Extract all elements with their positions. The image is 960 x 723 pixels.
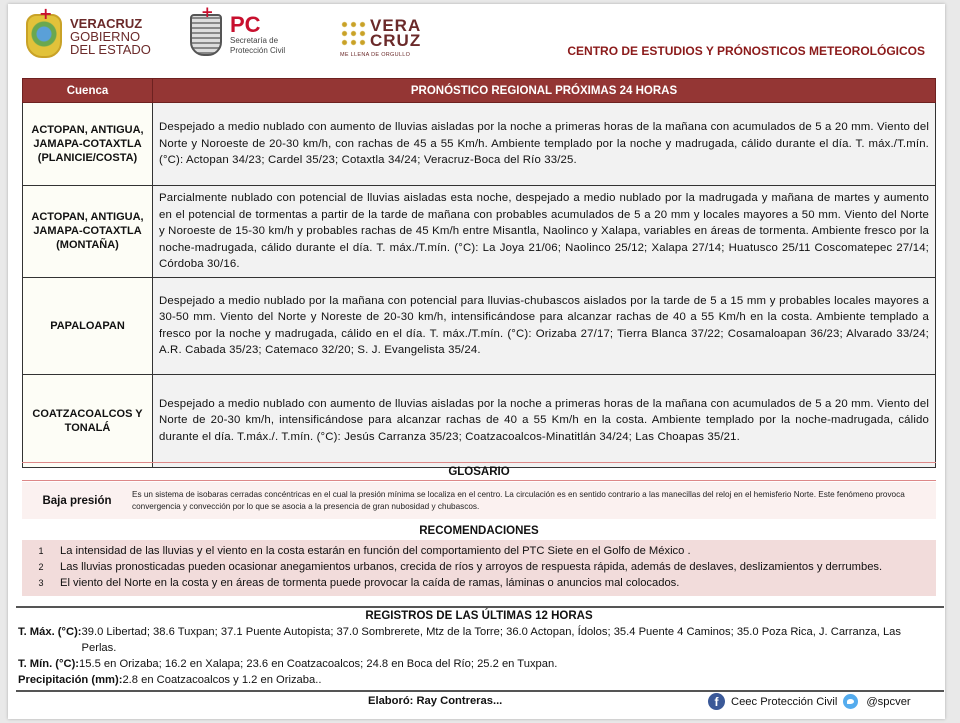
recommendations-title: RECOMENDACIONES <box>419 525 539 537</box>
records-title: REGISTROS DE LAS ÚLTIMAS 12 HORAS <box>365 610 593 622</box>
twitter-link[interactable]: @spcver <box>866 695 911 708</box>
veracruz-government-logo <box>26 14 151 58</box>
recommendations-list <box>22 540 936 596</box>
list-item <box>22 575 936 591</box>
center-title: CENTRO DE ESTUDIOS Y PRÓNOSTICOS METEOROLÓGICOS <box>567 44 925 58</box>
glossary-title: GLOSARIO <box>22 462 936 481</box>
item-number: 1 <box>38 546 44 556</box>
table-row <box>23 277 936 374</box>
item-text: La intensidad de las lluvias y el viento en la costa estarán en función del comportamiento del PTC Siete en el Golfo de México . <box>60 545 691 557</box>
column-header-basin: Cuenca <box>23 79 153 103</box>
header <box>8 4 945 76</box>
vc-line1: VERA <box>370 16 422 35</box>
forecast-text: Despejado a medio nublado con aumento de lluvias aisladas por la noche a primeras horas de la mañana con acumulados de 5 a 20 mm. Viento del Norte de 20-30 km/h, intensificándose para alcanzar rachas de 40 a 55 Km/h en la costa. Ambiente templado por la noche-madrugada, cálido durante el día. T.máx./. T.mín. (°C): Jesús Carranza 35/23; Coatzacoalcos-Minatitlán 34/24; Las Choapas 35/21. <box>153 374 936 467</box>
facebook-link[interactable]: Ceec Protección Civil <box>731 695 838 708</box>
pc-line1: Secretaría de <box>230 36 279 45</box>
forecast-text: Parcialmente nublado con potencial de lluvias aisladas esta noche, despejado a medio nublado por la madrugada y mañana de martes y aumento en el potencial de tormentas a partir de la tarde de mañana con probables acumulados de 5 a 20 mm y locales mayores a 50 mm. Viento del Norte y Noroeste de 15-30 km/h y probables rachas de 45 Km/h entre Misantla, Naolinco y Xalapa, variables en áreas de tormenta. Ambiente fresco por la noche-madrugada, cálido durante el día. T. máx./T.mín. (°C): La Joya 21/06; Naolinco 25/12; Xalapa 27/14; Huatusco 25/11 Coscomatepec 27/14; Córdoba 30/16. <box>153 186 936 278</box>
tmax-value: 39.0 Libertad; 38.6 Tuxpan; 37.1 Puente Autopista; 37.0 Sombrerete, Mtz de la Torre; 36.0 Actopan, Ídolos; 35.4 Puente 4 Caminos; 35.0 Poza Rica, J. Carranza, Las Perlas. <box>81 626 902 654</box>
list-item <box>22 559 936 575</box>
tmin-line <box>18 656 938 672</box>
social-links <box>708 693 911 710</box>
item-text: El viento del Norte en la costa y en áreas de tormenta puede provocar la caída de ramas, láminas o anuncios mal colocados. <box>60 577 680 589</box>
tmax-line <box>18 624 938 656</box>
pc-shield-icon <box>190 14 222 56</box>
pc-line2: Protección Civil <box>230 46 286 55</box>
basin-name: COATZACOALCOS Y TONALÁ <box>23 374 153 467</box>
precip-label: Precipitación (mm): <box>18 674 123 686</box>
veracruz-brand-logo <box>340 18 421 58</box>
gov-logo-line1: VERACRUZ <box>70 15 143 31</box>
item-text: Las lluvias pronosticadas pueden ocasionar anegamientos urbanos, crecida de ríos y arroyos de respuesta rápida, además de deslaves, deslizamientos y derrumbes. <box>60 561 883 573</box>
glossary-entry <box>22 482 936 519</box>
glossary-term: Baja presión <box>42 494 112 507</box>
item-number: 2 <box>38 562 44 572</box>
pc-abbr: PC <box>230 12 261 37</box>
basin-name: ACTOPAN, ANTIGUA, JAMAPA-COTAXTLA (MONTAÑA) <box>23 186 153 278</box>
veracruz-coat-of-arms-icon <box>26 14 62 58</box>
precip-line <box>18 672 938 688</box>
basin-name: PAPALOAPAN <box>23 277 153 374</box>
gov-logo-line3: DEL ESTADO <box>70 41 151 57</box>
forecast-text: Despejado a medio nublado con aumento de lluvias aisladas por la noche a primeras horas de la mañana con acumulados de 5 a 20 mm. Viento del Norte y Noroeste de 20-30 km/h, con rachas de 45 a 55 Km/h. Ambiente templado por la noche y madrugada, cálido durante el día. T. máx./T.mín. (°C): Actopan 34/23; Cardel 35/23; Cotaxtla 34/24; Veracruz-Boca del Río 33/25. <box>153 103 936 186</box>
column-header-forecast: PRONÓSTICO REGIONAL PRÓXIMAS 24 HORAS <box>153 79 936 103</box>
table-row <box>23 374 936 467</box>
forecast-table <box>22 78 936 468</box>
vc-slogan: ME LLENA DE ORGULLO <box>340 52 411 58</box>
records-body <box>18 624 938 688</box>
facebook-icon[interactable]: f <box>708 693 725 710</box>
precip-value: 2.8 en Coatzacoalcos y 1.2 en Orizaba.. <box>122 674 322 686</box>
tmin-label: T. Mín. (°C): <box>18 658 80 670</box>
twitter-icon[interactable] <box>843 694 858 709</box>
glossary-definition: Es un sistema de isobaras cerradas concéntricas en el cual la presión mínima se localiza en el centro. La circulación es en sentido contrario a las manecillas del reloj en el hemisferio Norte. Este fenómeno provoca convergencia y convección por lo que se asocia a la presencia de gran nubosidad y chubascos. <box>132 489 905 511</box>
divider <box>16 606 944 608</box>
table-row <box>23 103 936 186</box>
gov-logo-line2: GOBIERNO <box>70 28 141 44</box>
proteccion-civil-logo <box>190 14 285 56</box>
vc-line2: CRUZ <box>370 31 422 50</box>
tmin-value: 15.5 en Orizaba; 16.2 en Xalapa; 23.6 en Coatzacoalcos; 24.8 en Boca del Río; 25.2 en Tuxpan. <box>79 658 558 670</box>
item-number: 3 <box>38 578 44 588</box>
tmax-label: T. Máx. (°C): <box>18 626 82 638</box>
table-row <box>23 186 936 278</box>
basin-name: ACTOPAN, ANTIGUA, JAMAPA-COTAXTLA (PLANICIE/COSTA) <box>23 103 153 186</box>
list-item <box>22 543 936 559</box>
bulletin-page <box>8 4 945 719</box>
author-credit: Elaboró: Ray Contreras... <box>368 695 503 707</box>
veracruz-pattern-icon <box>340 20 366 46</box>
forecast-text: Despejado a medio nublado por la mañana con potencial para lluvias-chubascos aislados por la tarde de 5 a 15 mm y probables locales mayores a 30-50 mm. Viento del Norte y Noreste de 20-30 km/h, intensificándose para alcanzar rachas de 40 a 55 Km/h en la costa. Ambiente templado a fresco por la noche y madrugada, cálido en el día. T. máx./T.mín. (°C): Orizaba 27/17; Tierra Blanca 37/22; Cosamaloapan 36/23; Alvarado 33/24; A.R. Cabada 35/23; Catemaco 32/20; S. J. Evangelista 35/24. <box>153 277 936 374</box>
divider <box>16 690 944 692</box>
